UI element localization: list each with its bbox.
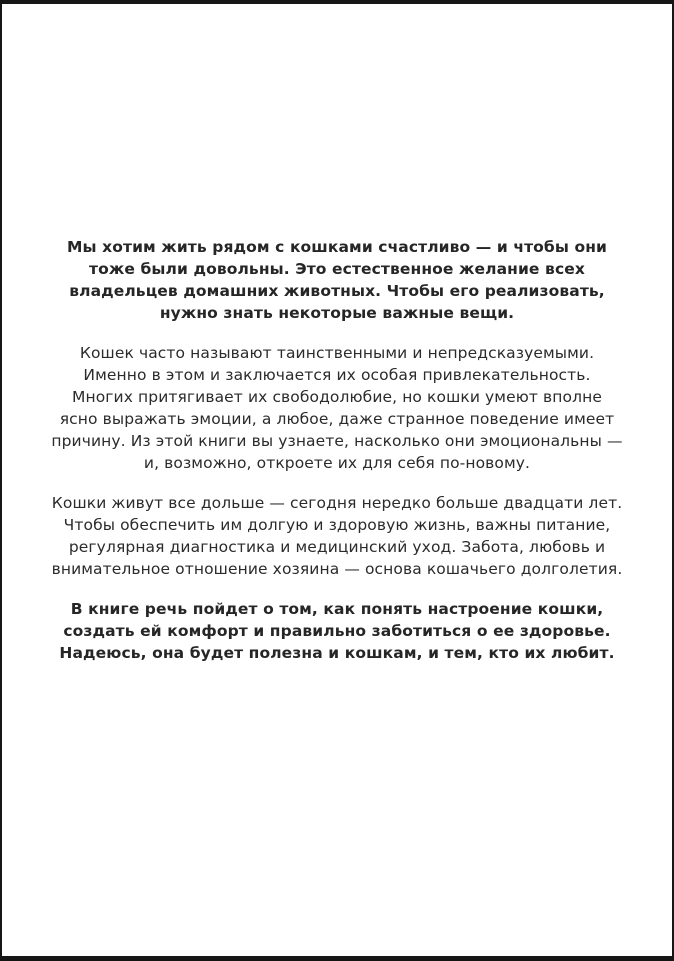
paragraph-cat-character: Кошек часто называют таинственными и непредсказуемыми. Именно в этом и заключается их особая привлекательность. Многих притягивает их свободолюбие, но кошки умеют вполне ясно выражать эмоции, а любое, даже странное поведение имеет причину. Из этой книги вы узнаете, насколько они эмоциональны — и, возможно, откроете их для себя по-новому.	[51, 344, 623, 472]
paragraph-intro: Мы хотим жить рядом с кошками счастливо — и чтобы они тоже были довольны. Это естественное желание всех владельцев домашних животных. Чтобы его реализовать, нужно знать некоторые важные вещи.	[67, 238, 607, 322]
book-page	[2, 4, 672, 956]
paragraph-book-purpose: В книге речь пойдет о том, как понять настроение кошки, создать ей комфорт и правильно заботиться о ее здоровье. Надеюсь, она будет полезна и кошкам, и тем, кто их любит.	[59, 600, 615, 662]
text-block	[51, 236, 623, 682]
paragraph-cat-longevity: Кошки живут все дольше — сегодня нередко больше двадцати лет. Чтобы обеспечить им долгую и здоровую жизнь, важны питание, регулярная диагностика и медицинский уход. Забота, любовь и внимательное отношение хозяина — основа кошачьего долголетия.	[51, 494, 623, 578]
